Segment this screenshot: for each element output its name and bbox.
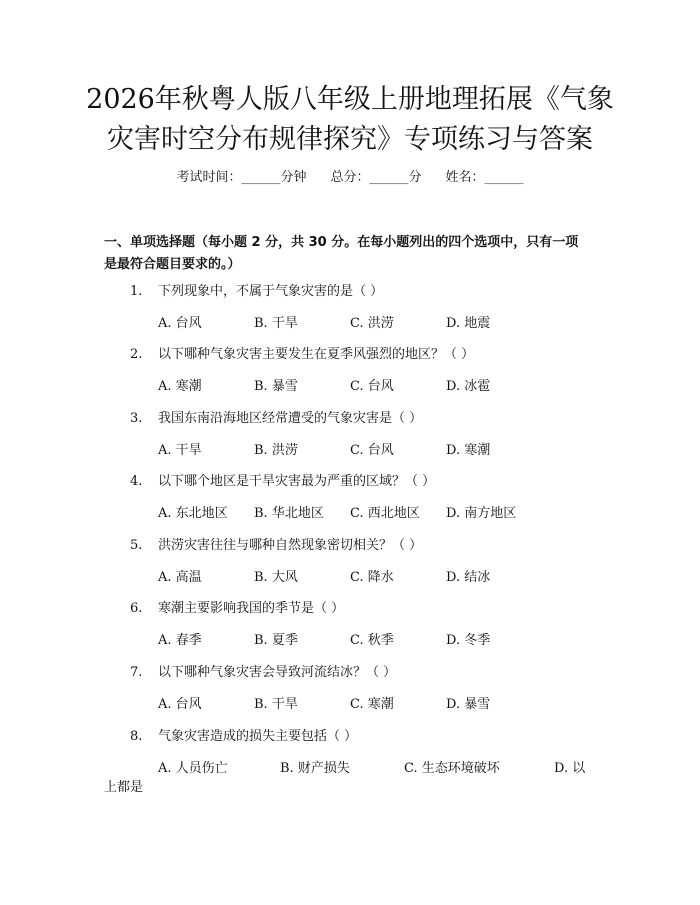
option-c: C. 洪涝 [350,316,394,331]
question-stem: 气象灾害造成的损失主要包括（ ） [158,729,358,744]
question-stem: 以下哪种气象灾害主要发生在夏季风强烈的地区？（ ） [158,347,475,362]
option-b: B. 干旱 [254,697,298,712]
option-d: D. 结冰 [446,570,491,585]
option-b: B. 暴雪 [254,379,298,394]
section-heading-line-2: 是最符合题目要求的。） [104,257,241,272]
option-c: C. 台风 [350,443,394,458]
option-a: A. 春季 [158,633,202,648]
question-number: 3. [130,411,143,426]
option-b: B. 大风 [254,570,298,585]
question-stem: 下列现象中，不属于气象灾害的是（ ） [158,284,384,299]
student-name: 姓名：______ [445,170,524,185]
question-stem: 以下哪个地区是干旱灾害最为严重的区域？（ ） [158,474,436,489]
option-d: D. 地震 [446,316,491,331]
option-d: D. 南方地区 [446,506,517,521]
option-a: A. 人员伤亡 [158,761,228,776]
option-b: B. 财产损失 [280,761,350,776]
exam-info-row [0,168,700,188]
total-score: 总分：______分 [330,170,422,185]
question-stem: 以下哪种气象灾害会导致河流结冰？（ ） [158,665,397,680]
option-c: C. 生态环境破坏 [404,761,500,776]
section-heading [104,232,604,276]
option-a: A. 台风 [158,316,202,331]
question-number: 1. [130,284,143,299]
option-d: D. 以 [554,761,586,776]
option-c: C. 寒潮 [350,697,394,712]
option-a: A. 寒潮 [158,379,202,394]
option-a: A. 高温 [158,570,202,585]
option-c: C. 降水 [350,570,394,585]
exam-time: 考试时间：______分钟 [176,170,307,185]
question-stem: 洪涝灾害往往与哪种自然现象密切相关？（ ） [158,538,423,553]
option-d-continuation: 上都是 [104,780,144,795]
option-d: D. 寒潮 [446,443,491,458]
option-a: A. 台风 [158,697,202,712]
question-number: 6. [130,601,143,616]
question-number: 8. [130,729,143,744]
question-number: 4. [130,474,143,489]
title-line-1: 2026年秋粤人版八年级上册地理拓展《气象 [86,84,614,115]
section-heading-line-1: 一、单项选择题（每小题 2 分，共 30 分。在每小题列出的四个选项中，只有一项 [104,235,579,250]
option-a: A. 干旱 [158,443,202,458]
option-c: C. 台风 [350,379,394,394]
title-line-2: 灾害时空分布规律探究》专项练习与答案 [107,124,593,155]
option-d: D. 暴雪 [446,697,491,712]
question-number: 5. [130,538,143,553]
question-number: 2. [130,347,143,362]
option-b: B. 干旱 [254,316,298,331]
option-b: B. 夏季 [254,633,298,648]
question-number: 7. [130,665,143,680]
option-a: A. 东北地区 [158,506,228,521]
option-c: C. 秋季 [350,633,394,648]
document-title [60,80,640,160]
option-d: D. 冬季 [446,633,491,648]
option-b: B. 洪涝 [254,443,298,458]
question-stem: 寒潮主要影响我国的季节是（ ） [158,601,345,616]
option-c: C. 西北地区 [350,506,420,521]
option-b: B. 华北地区 [254,506,324,521]
question-stem: 我国东南沿海地区经常遭受的气象灾害是（ ） [158,411,423,426]
option-d: D. 冰雹 [446,379,491,394]
